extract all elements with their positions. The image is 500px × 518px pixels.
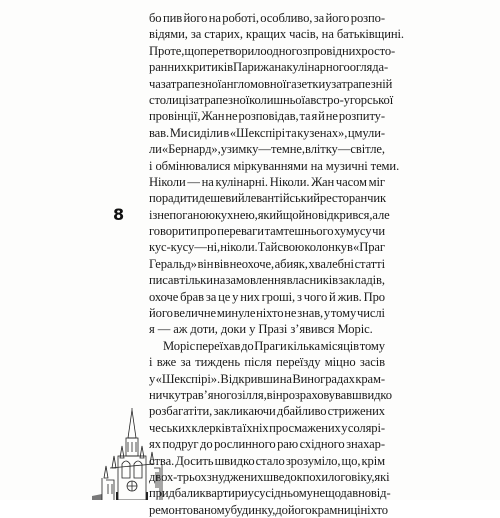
text-line: вав. Ми сиділи в «Шекспірі та кузенах», цмули- xyxy=(149,125,385,140)
text-line: відями, за старих, кращих часів, на батьківщині. xyxy=(149,27,404,42)
text-line: охоче брав за це у них гроші, з чого й жив. Про xyxy=(149,289,385,304)
text-line: розбагатіти, закликаючи дбайливо стрижених xyxy=(149,404,385,419)
text-line: писав тільки на замовлення власників закладів, xyxy=(149,273,385,288)
text-line: Ніколи — на кулінарні. Ніколи. Жан часом міг xyxy=(149,174,385,189)
text-line: чеських клерків та їхніх просмажених у солярі- xyxy=(149,420,385,435)
text-line: говорити про переваги тамтешнього хумусу чи xyxy=(149,224,385,239)
text-line: Моріс переїхав до Праги кілька місяців тому xyxy=(163,338,385,353)
text-line: двох-трьох знуджених шведок похилого віку, які xyxy=(149,469,390,484)
text-line: із непоганою кухнею, який щойно відкрився, але xyxy=(149,207,390,222)
text-line: ранних критиків Парижа на кулінарного огляда- xyxy=(149,60,389,75)
body-text xyxy=(149,10,404,518)
text-line: ства. Досить швидко стало зрозуміло, що, крім xyxy=(149,453,385,468)
text-line: Про те, що перетворило одного з провідних росто- xyxy=(149,43,396,58)
text-line: порадити дешевий левантійський ресторанчик xyxy=(149,191,387,206)
text-line: і вже за тиждень після переїзду міцно засів xyxy=(149,355,385,370)
text-line: кус-кусу — ні, ніколи. Та й свою колонку в «Праг xyxy=(149,240,385,255)
text-line: його величне минуле ніхто не знав, у тому числі xyxy=(149,306,385,321)
text-line: провінції, Жан не розповідав, та я й не розпиту- xyxy=(149,109,385,124)
text-line: ча затрапезної англомовної газетки у затрапезній xyxy=(149,76,393,91)
text-line: ремонтованому будинку, до його крамниці ніхто xyxy=(149,502,388,517)
text-line: бо пив його на роботі, особливо, за його розпо- xyxy=(149,11,385,25)
text-line: і обмінювалися міркуваннями на музичні теми. xyxy=(149,158,400,173)
text-line: придбали квартири у сусідньому нещодавно від- xyxy=(149,486,391,501)
text-line: ничку трав’яного зілля, він розраховував швидко xyxy=(149,387,392,402)
text-line: ли «Бернард», узимку — темне, влітку — світле, xyxy=(149,142,385,157)
text-line: Геральд» він вів неохоче, абияк, хвалебні статті xyxy=(149,256,385,271)
text-line: у «Шекспірі». Відкривши на Виноградах крам- xyxy=(149,371,385,386)
cathedral-illustration xyxy=(92,408,172,500)
text-line: ях подруг до рослинного раю східного знахар- xyxy=(149,437,385,452)
page-number: 8 xyxy=(113,205,125,224)
text-line: столиці затрапезної колишньої австро-угорської xyxy=(149,92,394,107)
text-line: я — аж доти, доки у Празі з’явився Моріс. xyxy=(149,322,373,337)
